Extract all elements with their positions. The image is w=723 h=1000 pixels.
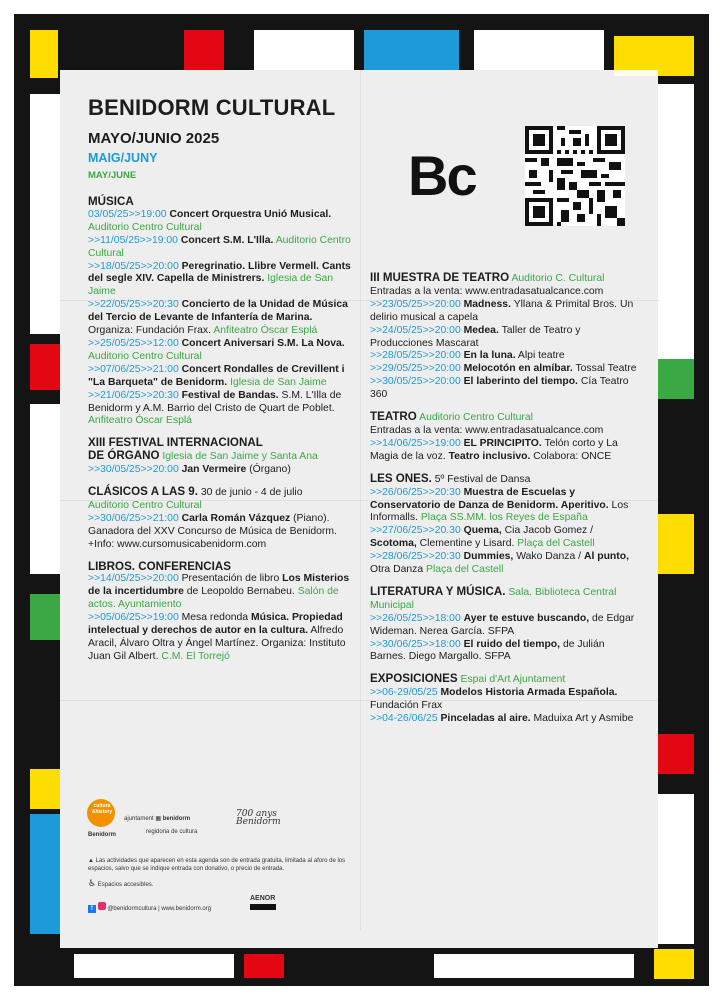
instagram-icon[interactable] [98,902,106,910]
event-entry: >>05/06/25>>19:00 Mesa redonda Música. Propiedad intelectual y derechos de autor en la cultura. Alfredo Aracil, Álvaro Oltra y Ángel Martínez. Organiza: Instituto Juan Gil Albert. C.M. El Torrejó [88,612,346,662]
deco-white-right1 [658,84,694,364]
deco-yellow-top-left [30,30,58,78]
event-entry: >>26/06/25>>20:30 Muestra de Escuelas y Conservatorio de Danza de Benidorm. Aperitivo. Los Informalls. Plaça SS.MM. los Reyes de España [370,486,629,524]
event-entry: >>30/06/25>>21:00 Carla Román Vázquez (Piano). Ganadora del XXV Concurso de Música de Benidorm. +Info: www.cursomusicabenidorm.com [88,512,337,550]
wheelchair-icon: ♿ [88,878,97,888]
event-entry: >>29/05/25>>20:00 Melocotón en almíbar. Tossal Teatre [370,363,637,375]
deco-white-top2 [474,30,604,70]
section-musica [88,196,360,428]
deco-white-bottom2 [434,954,634,978]
left-column [88,196,360,673]
event-entry: >>14/06/25>>19:00 EL PRINCIPITO. Telón corto y La Magia de la voz. Teatro inclusivo. Colabora: ONCE [370,437,618,462]
event-entry: >>14/05/25>>20:00 Presentación de libro Los Misterios de la incertidumbre de Leopoldo Bernabeu. Salón de actos. Ayuntamiento [88,573,350,611]
event-entry: >>24/05/25>>20:00 Medea. Taller de Teatro y Producciones Mascarat [370,324,581,349]
info-note: ▲ Las actividades que aparecen en esta agenda son de entrada gratuita, limitada al aforo de los espacios, salvo que se indique entrada con donativo, o precio de entrada. [88,858,346,872]
section-clasicos: CLÁSICOS A LAS 9. 30 de junio - 4 de julio Auditorio Centro Cultural >>30/06/25>>21:00 Carla Román Vázquez (Piano). Ganadora del XXV Concurso de Música de Benidorm. +Info: www.cursomusicabenidorm.com [88,486,360,552]
deco-white-bottom [74,954,234,978]
deco-white-top [254,30,354,70]
deco-green-right [658,359,694,399]
section-organo: XIII FESTIVAL INTERNACIONAL DE ÓRGANO Iglesia de San Jaime y Santa Ana >>30/05/25>>20:00 Jan Vermeire (Órgano) [88,437,360,477]
event-entry: >>27/06/25>>20.30 Quema, Cia Jacob Gomez / Scotoma, Clementine y Lisard. Plaça del Castell [370,525,595,550]
deco-red-right [658,734,694,774]
event-entry: 03/05/25>>19:00 Concert Orquestra Unió Musical. Auditorio Centro Cultural [88,208,332,233]
event-entry: >>11/05/25>>19:00 Concert S.M. L'Illa. Auditorio Centro Cultural [88,234,351,259]
section-literatura: LITERATURA Y MÚSICA. Sala. Biblioteca Central Municipal >>26/05/25>>18:00 Ayer te estuve buscando, de Edgar Wideman. Nerea García. SFPA >>30/06/25>>18:00 El ruido del tiempo, de Julián Barnes. Diego Margallo. SFPA [370,586,640,664]
deco-yellow-bottom [654,949,694,979]
event-entry: >>26/05/25>>18:00 Ayer te estuve buscando, de Edgar Wideman. Nerea García. SFPA [370,612,635,637]
event-entry: >>22/05/25>>20:30 Concierto de la Unidad de Música del Tercio de Levante de Infantería de Marina. Organiza: Fundación Frax. Anfiteatro Óscar Esplá [88,299,348,337]
section-heading: LIBROS. CONFERENCIAS [88,559,231,573]
section-heading: LITERATURA Y MÚSICA. [370,584,506,598]
event-entry: >>25/05/25>>12:00 Concert Aniversari S.M. La Nova. Auditorio Centro Cultural [88,337,345,362]
date-english: MAY/JUNE [88,170,137,181]
brand-logo: Bc [408,144,476,207]
event-entry: >>23/05/25>>20:00 Madness. Yllana & Primital Bros. Un delirio musical a capela [370,298,634,323]
deco-white-left1 [30,94,60,334]
deco-blue-left [30,814,60,934]
section-libros [88,561,360,664]
deco-red-bottom [244,954,284,978]
section-heading: XIII FESTIVAL INTERNACIONAL [88,436,263,450]
deco-red-top [184,30,224,70]
event-entry: >>30/05/25>>20:00 Jan Vermeire (Órgano) [88,464,291,476]
event-entry: >>21/06/25>>20:30 Festival de Bandas. S.M. L'Illa de Benidorm y A.M. Barrio del Cristo de Quart de Poblet. Anfiteatro Óscar Esplá [88,389,342,427]
deco-yellow-left [30,769,60,809]
event-entry: >>06-29/05/25 Modelos Historia Armada Española. Fundación Frax [370,687,618,712]
section-muestra-teatro: III MUESTRA DE TEATRO Auditorio C. Cultural Entradas a la venta: www.entradasatualcance.com >>23/05/25>>20:00 Madness. Yllana & Primital Bros. Un delirio musical a capela >>24/05/25>>20:00 Medea. Taller de Teatro y Producciones Mascarat >>28/05/25>>20:00 En la luna. Alpi teatre >>29/05/25>>20:00 Melocotón en almíbar. Tossal Teatre >>30/05/25>>20:00 El laberinto del tiempo. Cía Teatro 360 [370,272,640,402]
deco-green-left [30,594,60,640]
logo1-text: cultura &history [91,803,113,815]
logo1-caption: Benidorm [88,832,117,838]
social-links[interactable]: f @benidormcultura | www.benidorm.org [88,902,211,913]
event-entry: >>30/05/25>>20:00 El laberinto del tiempo. Cía Teatro 360 [370,376,629,401]
section-exposiciones: EXPOSICIONES Espai d'Art Ajuntament >>06-29/05/25 Modelos Historia Armada Española. Fundación Frax >>04-26/06/25 Pinceladas al aire. Maduixa Art y Asmibe [370,673,640,726]
aenor-logo: AENOR [250,895,276,910]
section-heading: TEATRO [370,410,417,424]
event-entry: >>28/05/25>>20:00 En la luna. Alpi teatre [370,350,565,362]
date-spanish: MAYO/JUNIO 2025 [88,130,220,147]
section-heading: MÚSICA [88,195,134,208]
qr-code-icon[interactable] [524,126,626,226]
warning-icon: ▲ [88,858,94,864]
deco-white-right2 [658,794,694,944]
700-anys-logo: 700 anys Benidorm [236,809,281,827]
deco-blue-top [364,30,459,70]
event-entry: >>30/06/25>>18:00 El ruido del tiempo, de Julián Barnes. Diego Margallo. SFPA [370,638,605,663]
date-valencian: MAIG/JUNY [88,151,158,165]
event-entry: >>04-26/06/25 Pinceladas al aire. Maduixa Art y Asmibe [370,713,634,725]
section-heading: III MUESTRA DE TEATRO [370,271,510,284]
regidoria-text: regidoria de cultura [146,829,198,835]
deco-white-left2 [30,404,60,574]
event-entry: >>07/06/25>>21:00 Concert Rondalles de Crevillent i "La Barqueta" de Benidorm. Iglesia de San Jaime [88,363,345,388]
event-entry: >>28/06/25>>20:30 Dummies, Wako Danza / Al punto, Otra Danza Plaça del Castell [370,551,629,576]
ajuntament-logo: ajuntament ▦ benidorm [124,816,191,822]
event-entry: >>18/05/25>>20:00 Peregrinatio. Llibre Vermell. Cants del segle XIV. Capella de Ministrers. Iglesia de San Jaime [88,260,351,298]
section-les-ones: LES ONES. 5º Festival de Dansa >>26/06/25>>20:30 Muestra de Escuelas y Conservatorio de Danza de Benidorm. Aperitivo. Los Informalls. Plaça SS.MM. los Reyes de España >>27/06/25>>20.30 Quema, Cia Jacob Gomez / Scotoma, Clementine y Lisard. Plaça del Castell >>28/06/25>>20:30 Dummies, Wako Danza / Al punto, Otra Danza Plaça del Castell [370,473,640,577]
section-heading: LES ONES. [370,471,432,485]
section-heading: EXPOSICIONES [370,672,458,686]
facebook-icon[interactable]: f [88,905,96,913]
section-teatro: TEATRO Auditorio Centro Cultural Entradas a la venta: www.entradasatualcance.com >>14/06/25>>19:00 EL PRINCIPITO. Telón corto y La Magia de la voz. Teatro inclusivo. Colabora: ONCE [370,411,640,464]
accessibility-note: ♿ Espacios accesibles. [88,878,154,888]
right-column [370,272,640,735]
section-heading: CLÁSICOS A LAS 9. [88,485,198,499]
page-title: BENIDORM CULTURAL [88,95,336,120]
deco-red-left [30,344,60,390]
deco-yellow-right [658,514,694,574]
